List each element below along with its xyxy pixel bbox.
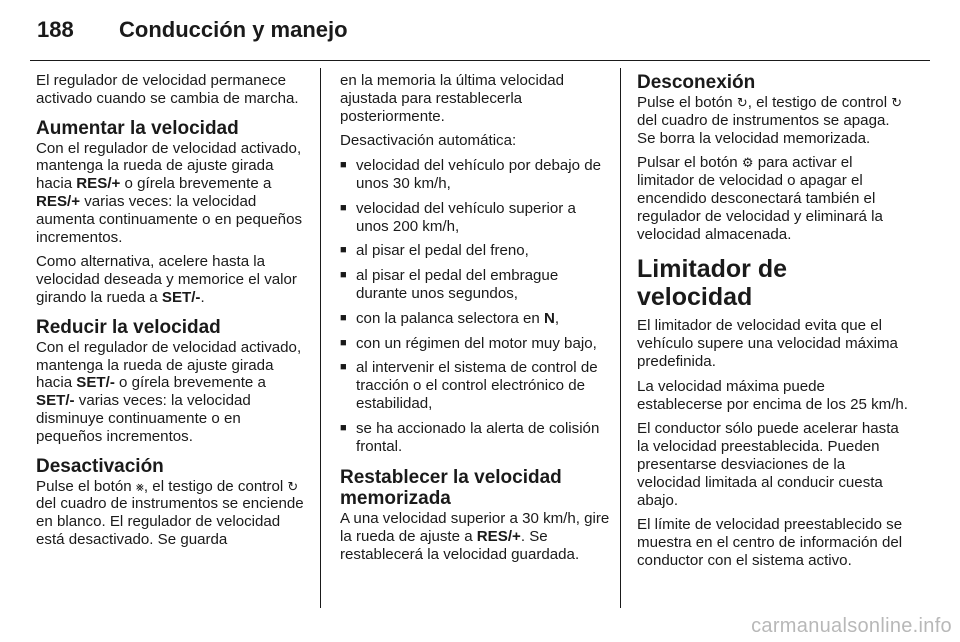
heading-desactivacion: Desactivación	[36, 455, 164, 477]
cruise-control-icon: ↻	[736, 95, 748, 110]
list-item: ■ velocidad del vehículo superior a unos 200 km/h,	[340, 200, 612, 236]
auto-deactivation-list	[340, 157, 612, 455]
watermark: carmanualsonline.info	[751, 615, 952, 637]
list-item: ■ al intervenir el sistema de control de tracción o el control electrónico de estabilidad,	[340, 359, 612, 412]
column-divider-right	[620, 68, 621, 608]
limitador-paragraph-2: La velocidad máxima puede establecerse por encima de los 25 km/h.	[637, 377, 908, 413]
heading-desconexion: Desconexión	[637, 72, 756, 93]
continuation-paragraph: en la memoria la última velocidad ajustada para restablecerla posteriormente.	[340, 72, 564, 125]
speed-limiter-icon: ⚙	[741, 155, 754, 171]
list-item: ■ con un régimen del motor muy bajo,	[340, 335, 612, 353]
cruise-control-icon: ↻	[891, 95, 903, 110]
list-item: ■ velocidad del vehículo por debajo de unos 30 km/h,	[340, 157, 612, 193]
list-item: ■ al pisar el pedal del embrague durante unos segundos,	[340, 267, 612, 303]
limitador-paragraph-4: El límite de velocidad preestablecido se muestra en el centro de información del conductor con el sistema activo.	[637, 516, 903, 569]
aumentar-paragraph: Con el regulador de velocidad activado, mantenga la rueda de ajuste girada hacia RES/+ o gírela brevemente a RES/+ varias veces: la velocidad aumenta continuamente o en pequeños incrementos.	[36, 139, 303, 246]
reducir-paragraph: Con el regulador de velocidad activado, mantenga la rueda de ajuste girada hacia SET/- o gírela brevemente a SET/- varias veces: la velocidad disminuye continuamente o en pequeños incrementos.	[36, 338, 302, 445]
desconexion-paragraph: Pulse el botón ↻, el testigo de control ↻ del cuadro de instrumentos se apaga. Se borra la velocidad memorizada.	[637, 94, 903, 147]
intro-paragraph: El regulador de velocidad permanece activado cuando se cambia de marcha.	[36, 72, 299, 107]
pulsar-paragraph: Pulsar el botón ⚙ para activar el limitador de velocidad o apagar el encendido desconectará también el regulador de velocidad y eliminará la velocidad almacenada.	[637, 154, 883, 243]
heading-limitador: Limitador de velocidad	[637, 255, 788, 312]
column-left	[36, 72, 308, 556]
cruise-control-icon: ↻	[287, 478, 299, 494]
alternativa-paragraph: Como alternativa, acelere hasta la velocidad deseada y memorice el valor girando la rueda a SET/-.	[36, 253, 297, 306]
chapter-title: Conducción y manejo	[119, 17, 348, 42]
page-header	[37, 12, 348, 48]
list-item: ■ se ha accionado la alerta de colisión frontal.	[340, 420, 612, 456]
cancel-icon: ⨳	[135, 478, 144, 494]
column-right	[637, 72, 909, 577]
limitador-paragraph-3: El conductor sólo puede acelerar hasta la velocidad preestablecida. Pueden presentarse desviaciones de la velocidad limitada al conducir cuesta abajo.	[637, 420, 899, 509]
heading-reducir: Reducir la velocidad	[36, 316, 221, 338]
column-divider-left	[320, 68, 321, 608]
column-middle	[340, 72, 612, 571]
heading-restablecer: Restablecer la velocidad memorizada	[340, 467, 562, 510]
list-item: ■ al pisar el pedal del freno,	[340, 242, 612, 260]
list-item: ■ con la palanca selectora en N,	[340, 310, 612, 328]
page-number: 188	[37, 17, 74, 42]
desactivacion-paragraph: Pulse el botón ⨳, el testigo de control ↻ del cuadro de instrumentos se enciende en blanco. El regulador de velocidad está desactivado. Se guarda	[36, 477, 304, 548]
header-rule	[30, 60, 930, 61]
restablecer-paragraph: A una velocidad superior a 30 km/h, gire la rueda de ajuste a RES/+. Se restablecerá la velocidad guardada.	[340, 510, 610, 563]
auto-deactivation-title: Desactivación automática:	[340, 132, 517, 150]
limitador-paragraph-1: El limitador de velocidad evita que el vehículo supere una velocidad máxima predefinida.	[637, 317, 898, 370]
heading-aumentar: Aumentar la velocidad	[36, 117, 239, 139]
